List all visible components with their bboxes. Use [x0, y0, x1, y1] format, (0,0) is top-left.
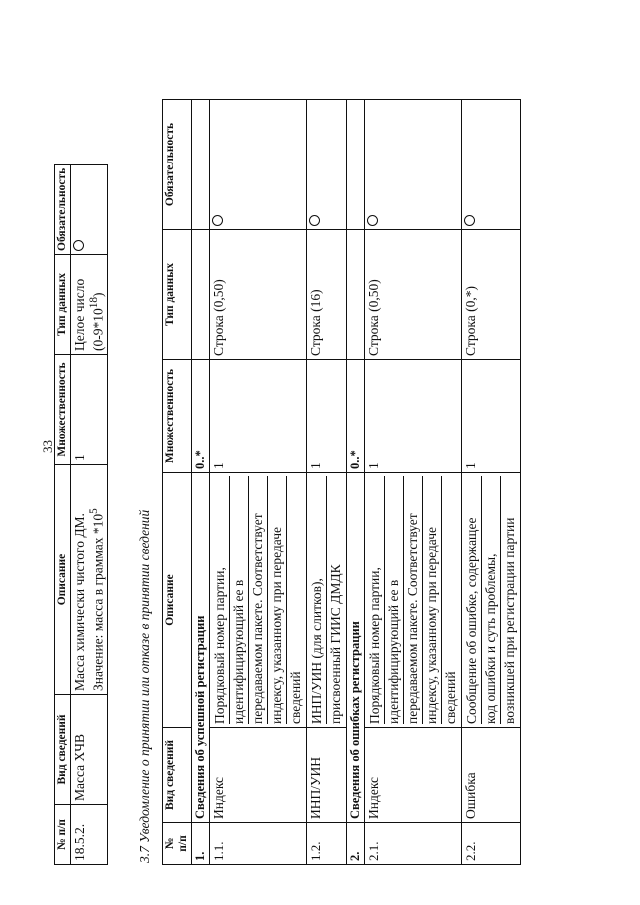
- header-kind: Вид сведений: [55, 695, 71, 805]
- cell-data-type: Строка (0,50): [210, 230, 307, 360]
- table-row: [462, 100, 521, 865]
- desc-line: код ошибки и суть проблемы,: [482, 476, 501, 724]
- header-num: № п/п: [55, 805, 71, 865]
- superscript: 5: [88, 508, 100, 514]
- cell-multiplicity: 0..*: [192, 360, 210, 473]
- cell-required: [210, 100, 307, 230]
- cell-kind: Ошибка: [462, 728, 521, 823]
- header-description: Описание: [55, 465, 71, 695]
- circle-icon: [212, 215, 223, 226]
- type-line: ): [90, 292, 106, 297]
- cell-multiplicity: 1: [462, 360, 521, 473]
- desc-line: Масса химически чистого ДМ.: [72, 513, 87, 691]
- header-kind: Вид сведений: [163, 728, 192, 823]
- cell-description: [307, 473, 347, 728]
- desc-line: передаваемом пакете. Соответствует: [404, 476, 423, 724]
- cell-num: 2.: [347, 823, 365, 865]
- cell-required: [462, 100, 521, 230]
- section-caption: 3.7 Уведомление о принятии или отказе в принятии сведений: [137, 509, 152, 863]
- cell-data-type: Строка (16): [307, 230, 347, 360]
- table-row: [307, 100, 347, 865]
- section-row-success: [192, 100, 210, 865]
- cell-multiplicity: 1: [210, 360, 307, 473]
- table-row: [210, 100, 307, 865]
- desc-line: индексу, указанному при передаче: [423, 476, 442, 724]
- cell-num: 1.: [192, 823, 210, 865]
- section-title: Сведения об успешной регистрации: [192, 473, 210, 823]
- cell-num: 1.1.: [210, 823, 307, 865]
- desc-line: присвоенный ГИИС ДМДК: [328, 564, 343, 724]
- section-title: Сведения об ошибках регистрации: [347, 473, 365, 823]
- table-row: [71, 165, 108, 865]
- desc-line: возникшей при регистрации партии: [502, 517, 517, 724]
- cell-kind: ИНП/УИН: [307, 728, 347, 823]
- type-line: (0-9*10: [90, 308, 106, 351]
- header-num-line: №: [164, 837, 176, 850]
- cell-required: [365, 100, 462, 230]
- cell-data-type: Строка (0,*): [462, 230, 521, 360]
- section-row-errors: [347, 100, 365, 865]
- cell-kind: Масса ХЧВ: [71, 695, 108, 805]
- desc-line: идентифицирующий ее в: [230, 476, 249, 724]
- cell-kind: Индекс: [210, 728, 307, 823]
- table-header-row: [163, 100, 192, 865]
- desc-line: передаваемом пакете. Соответствует: [249, 476, 268, 724]
- desc-line: сведений: [288, 671, 303, 724]
- cell-num: 2.1.: [365, 823, 462, 865]
- desc-line: сведений: [443, 671, 458, 724]
- desc-line: индексу, указанному при передаче: [268, 476, 287, 724]
- desc-line: Порядковый номер партии,: [366, 476, 385, 724]
- desc-line: Значение: масса в граммах *10: [90, 513, 106, 691]
- table-precious-metal-mass: [54, 164, 108, 865]
- desc-line: Порядковый номер партии,: [211, 476, 230, 724]
- page-number: 33: [40, 440, 55, 453]
- header-required: Обязательность: [163, 100, 192, 230]
- cell-description: [210, 473, 307, 728]
- cell-multiplicity: 1: [365, 360, 462, 473]
- cell-empty: [192, 100, 210, 230]
- table-row: [365, 100, 462, 865]
- cell-kind: Индекс: [365, 728, 462, 823]
- header-data-type: Тип данных: [163, 230, 192, 360]
- cell-description: [462, 473, 521, 728]
- header-description: Описание: [163, 473, 192, 728]
- cell-num: 18.5.2.: [71, 805, 108, 865]
- cell-multiplicity: 1: [71, 355, 108, 465]
- cell-description: [365, 473, 462, 728]
- cell-data-type: Строка (0,50): [365, 230, 462, 360]
- cell-empty: [347, 100, 365, 230]
- cell-required: [71, 165, 108, 255]
- cell-num: 2.2.: [462, 823, 521, 865]
- header-multiplicity: Множественность: [55, 355, 71, 465]
- circle-icon: [464, 215, 475, 226]
- cell-multiplicity: 0..*: [347, 360, 365, 473]
- circle-icon: [367, 215, 378, 226]
- circle-icon: [309, 215, 320, 226]
- desc-line: Сообщение об ошибке, содержащее: [463, 476, 482, 724]
- table-registration-notification: [162, 99, 521, 865]
- cell-empty: [192, 230, 210, 360]
- desc-line: ИНП/УИН (для слитков),: [308, 476, 327, 724]
- cell-num: 1.2.: [307, 823, 347, 865]
- header-data-type: Тип данных: [55, 255, 71, 355]
- header-multiplicity: Множественность: [163, 360, 192, 473]
- cell-description: [71, 465, 108, 695]
- desc-line: идентифицирующий ее в: [385, 476, 404, 724]
- type-line: Целое число: [72, 278, 87, 351]
- header-num: [163, 823, 192, 865]
- header-num-line: п/п: [177, 835, 189, 852]
- table-header-row: [55, 165, 71, 865]
- circle-icon: [73, 240, 84, 251]
- rotated-content: [40, 40, 560, 865]
- header-required: Обязательность: [55, 165, 71, 255]
- cell-data-type: [71, 255, 108, 355]
- cell-multiplicity: 1: [307, 360, 347, 473]
- cell-required: [307, 100, 347, 230]
- superscript: 18: [88, 297, 100, 309]
- cell-empty: [347, 230, 365, 360]
